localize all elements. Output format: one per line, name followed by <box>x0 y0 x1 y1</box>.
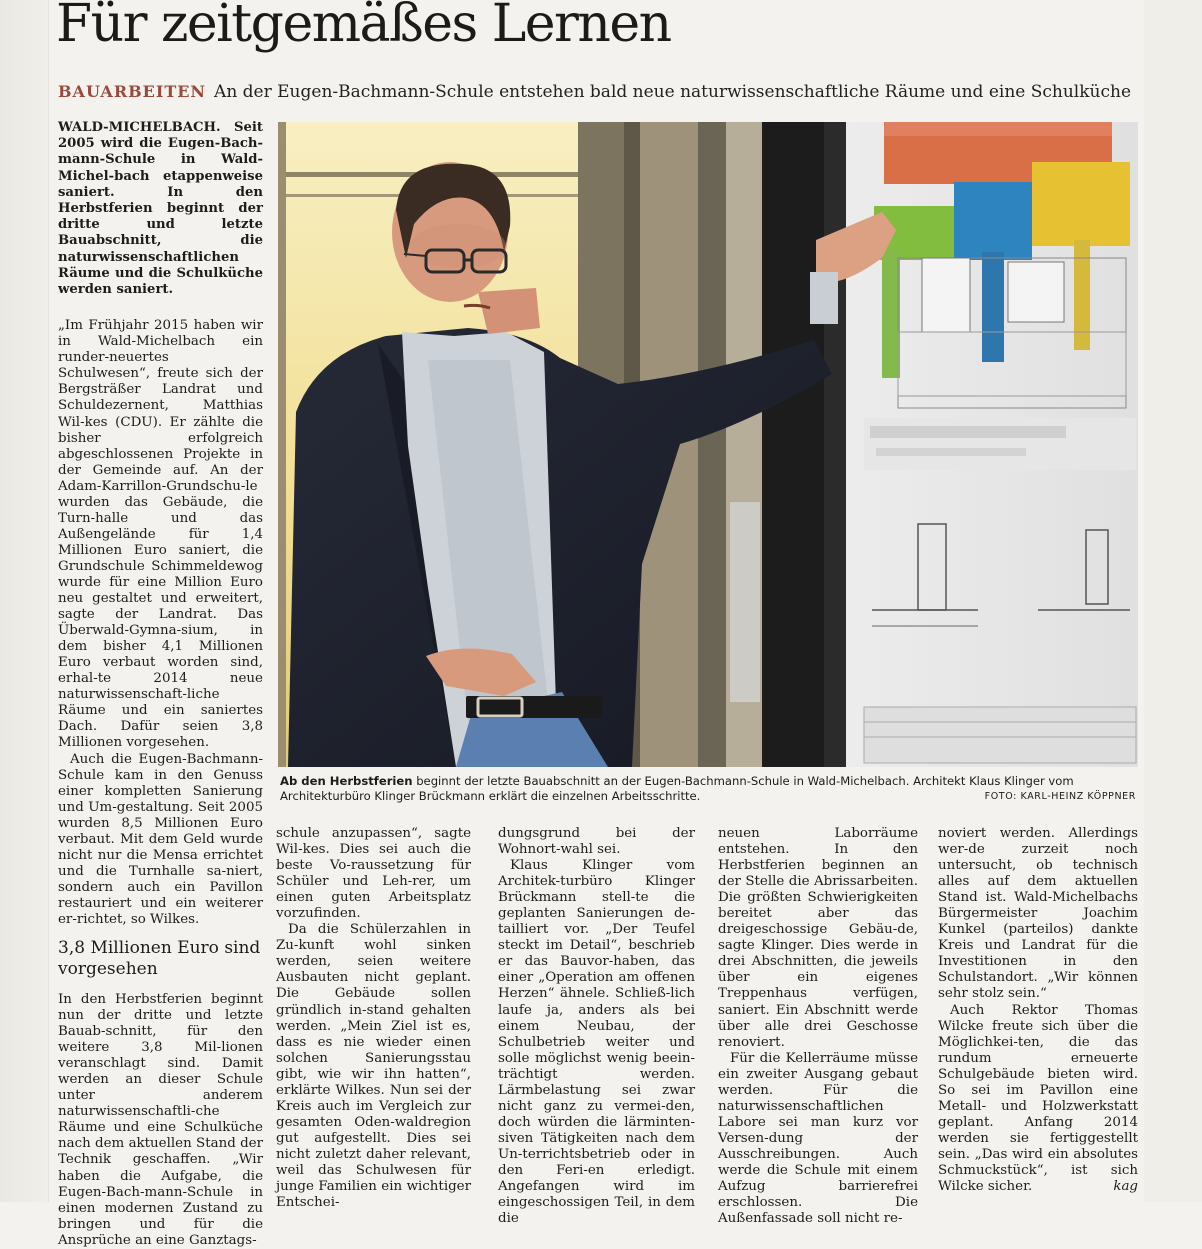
body-paragraph: dungsgrund bei der Wohnort-wahl sei. <box>498 826 695 858</box>
kicker-label: BAUARBEITEN <box>58 82 207 101</box>
photo-caption <box>280 774 1140 804</box>
article-headline: Für zeitgemäßes Lernen <box>56 0 671 54</box>
body-paragraph: noviert werden. Allerdings wer-de zurzeit noch untersucht, ob technisch alles auf dem aktuellen Stand ist. Wald-Michelbachs Bürgermeister Joachim Kunkel (parteilos) dankte Kreis und Landrat für die Investitionen in den Schulstandort. „Wir können sehr stolz sein.“ <box>938 826 1138 1002</box>
body-paragraph: schule anzupassen“, sagte Wil-kes. Dies sei auch die beste Vo-raussetzung für Schüler und Leh-rer, um einen guten Arbeitsplatz vorzufinden. <box>276 826 471 922</box>
caption-lead: Ab den Herbstferien <box>280 774 413 788</box>
text-column-4 <box>718 826 918 1227</box>
body-paragraph: Auch Rektor Thomas Wilcke freute sich über die Möglichkei-ten, die das rundum erneuerte Schulgebäude bieten wird. So sei im Pavillon eine Metall- und Holzwerkstatt geplant. Anfang 2014 werden sie fertiggestellt sein. „Das wird ein absolutes Schmuckstück“, ist sich Wilcke sicher. <box>938 1002 1138 1195</box>
section-subheading: 3,8 Millionen Euro sind vorgesehen <box>58 938 261 980</box>
caption-text: beginnt der letzte Bauabschnitt an der Eugen-Bachmann-Schule in Wald-Michelbach. Architekt Klaus Klinger vom Architekturbüro Klinger Brückmann erklärt die einzelnen Arbeitsschritte. <box>280 774 1074 803</box>
adjacent-page-bleed-right <box>1144 0 1202 1202</box>
text-column-5 <box>938 826 1138 1195</box>
body-paragraph: In den Herbstferien beginnt nun der dritte und letzte Bauab-schnitt, für den weitere 3,8 Mil-lionen veranschlagt sind. Damit werden an dieser Schule unter anderem naturwissenschaftli-che Räume und eine Schulküche nach dem aktuellen Stand der Technik geschaffen. „Wir haben die Aufgabe, die Eugen-Bach-mann-Schule in einen modernen Zustand zu bringen und für die Ansprüche an eine Ganztags- <box>58 992 263 1248</box>
body-paragraph: Da die Schülerzahlen in Zu-kunft wohl sinken werden, seien weitere Ausbauten nicht geplant. Die Gebäude sollen gründlich in-stand gehalten werden. „Mein Ziel ist es, dass es nie wieder einen solchen Sanierungsstau gibt, wie wir ihn hatten“, erklärte Wilkes. Nun sei der Kreis auch im Vergleich zur gesamten Oden-waldregion gut aufgestellt. Dies sei nicht zuletzt daher relevant, weil das Schulwesen für junge Familien ein wichtiger Entschei- <box>276 922 471 1211</box>
text-column-1 <box>58 120 263 1249</box>
author-signoff: kag <box>1113 1179 1138 1195</box>
article-photo <box>278 122 1138 767</box>
body-paragraph: neuen Laborräume entstehen. In den Herbstferien beginnen an der Stelle die Abrissarbeiten. Die größten Schwierigkeiten bereitet aber das dreigeschossige Gebäu-de, sagte Klinger. Dies werde in drei Abschnitten, die jeweils über ein eigenes Treppenhaus verfügen, saniert. Ein Abschnitt werde über alle drei Geschosse renoviert. <box>718 826 918 1050</box>
subheadline: An der Eugen-Bachmann-Schule entstehen bald neue naturwissenschaftliche Räume und eine Schulküche <box>214 82 1132 102</box>
article-subline <box>58 82 1131 102</box>
body-paragraph: Für die Kellerräume müsse ein zweiter Ausgang gebaut werden. Für die naturwissenschaftlichen Labore sei man kurz vor Versen-dung der Ausschreibungen. Auch werde die Schule mit einem Aufzug barrierefrei erschlossen. Die Außenfassade soll nicht re- <box>718 1050 918 1227</box>
body-paragraph: Auch die Eugen-Bachmann-Schule kam in den Genuss einer kompletten Sanierung und Um-gestaltung. Seit 2005 wurden 8,5 Millionen Euro verbaut. Mit dem Geld wurde nicht nur die Mensa errichtet und die Turnhalle sa-niert, sondern auch ein Pavillon restauriert und ein weiterer er-richtet, so Wilkes. <box>58 751 263 927</box>
body-paragraph: „Im Frühjahr 2015 haben wir in Wald-Michelbach ein runder-neuertes Schulwesen“, freute sich der Bergsträßer Landrat und Schuldezernent, Matthias Wil-kes (CDU). Er zählte die bisher erfolgreich abgeschlossenen Projekte in der Gemeinde auf. An der Adam-Karrillon-Grundschu-le wurden das Gebäude, die Turn-halle und das Außengelände für 1,4 Millionen Euro saniert, die Grundschule Schimmeldewog wurde für eine Million Euro neu gestaltet und erweitert, sagte der Landrat. Das Überwald-Gymna-sium, in dem bisher 4,1 Millionen Euro verbaut worden sind, erhal-te 2014 neue naturwissenschaft-liche Räume und ein saniertes Dach. Dafür seien 3,8 Millionen vorgesehen. <box>58 318 263 751</box>
body-paragraph: Klaus Klinger vom Architek-turbüro Klinger Brückmann stell-te die geplanten Sanierungen de-tailliert vor. „Der Teufel steckt im Detail“, beschrieb er das Bauvor-haben, das einer „Operation am offenen Herzen“ ähnele. Schließ-lich laufe ja, anders als bei einem Neubau, der Schulbetrieb weiter und solle möglichst wenig beein-trächtigt werden. Lärmbelastung sei zwar nicht ganz zu vermei-den, doch würden die lärminten-siven Tätigkeiten nach dem Un-terrichtsbetrieb oder in den Feri-en erledigt. Angefangen wird im eingeschossigen Teil, in dem die <box>498 858 695 1227</box>
photo-credit: FOTO: KARL-HEINZ KÖPPNER <box>984 791 1136 802</box>
adjacent-page-bleed-left <box>0 0 49 1202</box>
text-column-2 <box>276 826 471 1211</box>
lead-paragraph: WALD-MICHELBACH. Seit 2005 wird die Eugen-Bach-mann-Schule in Wald-Michel-bach etappenweise saniert. In den Herbstferien beginnt der dritte und letzte Bauabschnitt, die naturwissenschaftlichen Räume und die Schulküche werden saniert. <box>58 120 263 298</box>
text-column-3 <box>498 826 695 1227</box>
